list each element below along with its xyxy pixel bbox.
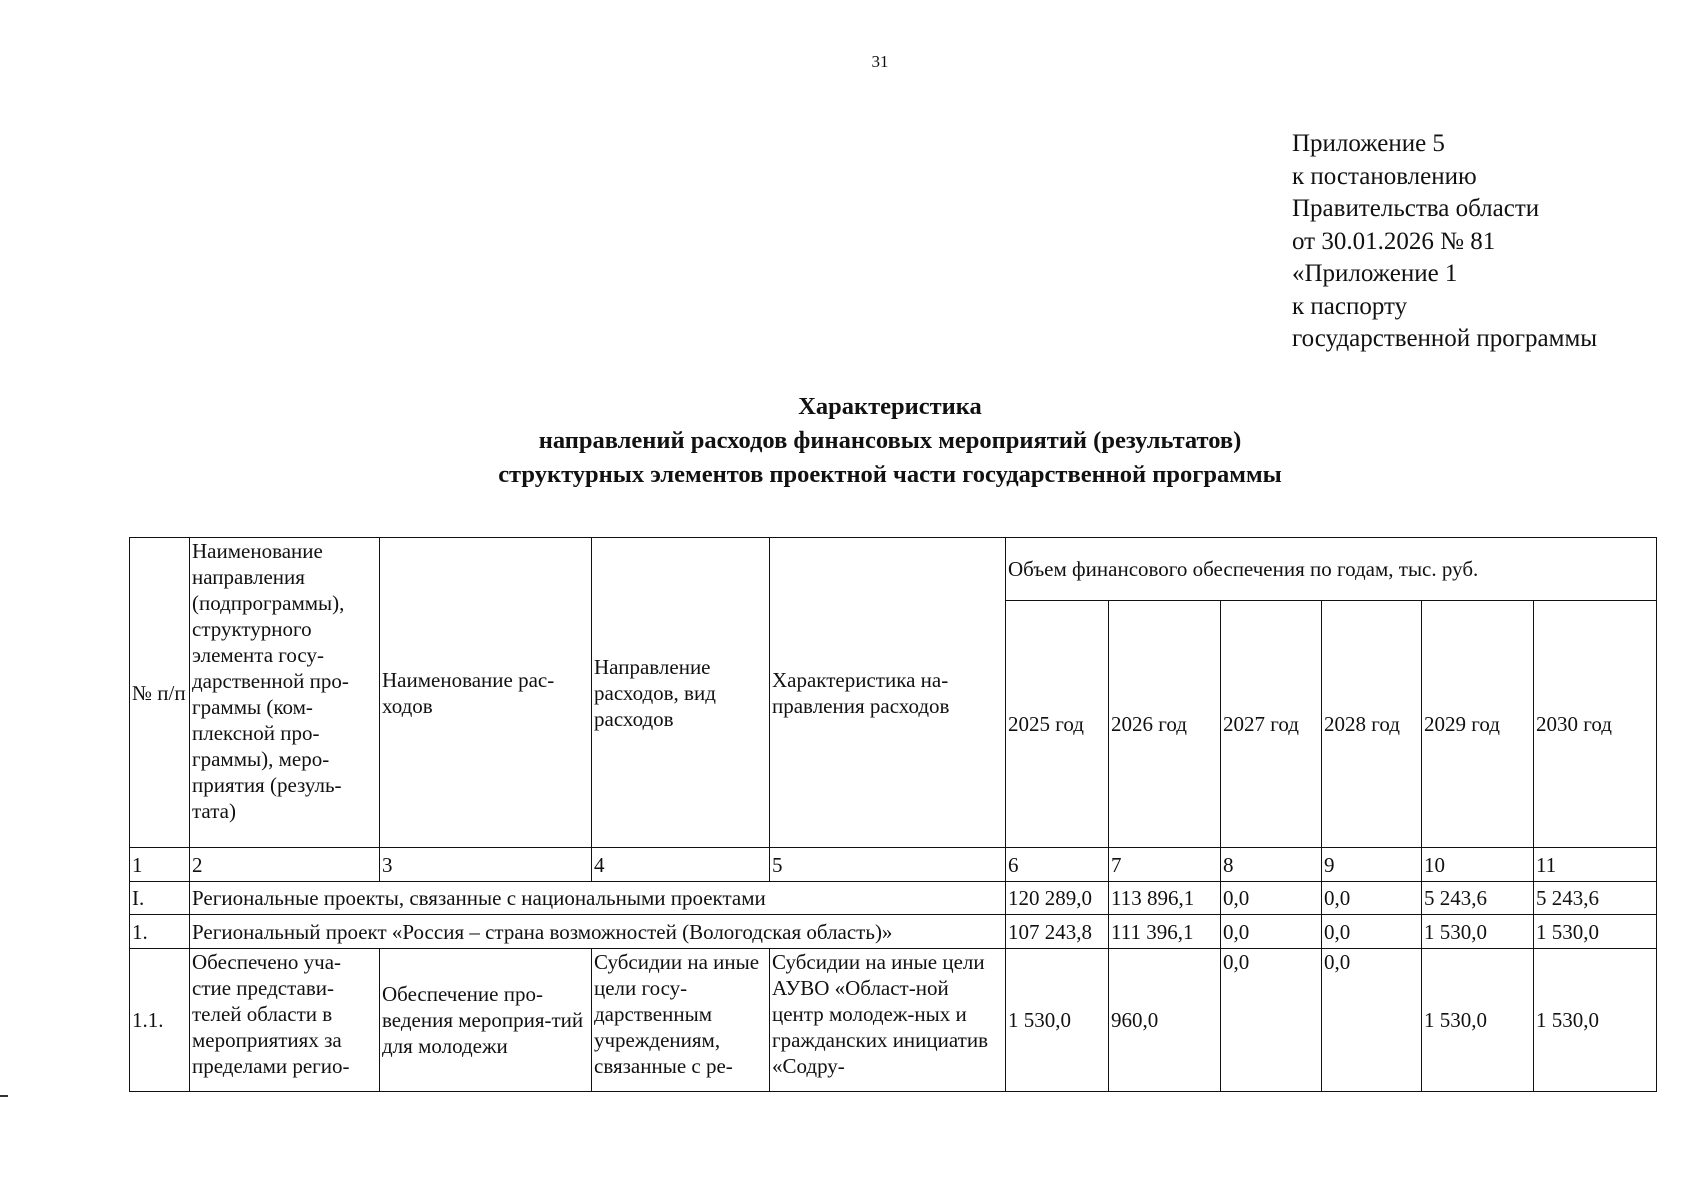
section-value: 0,0 [1322, 915, 1422, 949]
document-title [130, 390, 1650, 492]
section-value: 111 396,1 [1109, 915, 1221, 949]
header-year: 2025 год [1006, 601, 1109, 848]
section-value: 0,0 [1322, 882, 1422, 915]
detail-value: 1 530,0 [1422, 949, 1534, 1092]
detail-value: 1 530,0 [1534, 949, 1657, 1092]
appendix-line: государственной программы [1292, 325, 1598, 352]
detail-value: 960,0 [1109, 949, 1221, 1092]
detail-direction-name: Обеспечено уча-стие представи-телей области в мероприятиях за пределами регио- [190, 949, 380, 1092]
section-row [130, 882, 1657, 915]
header-year: 2028 год [1322, 601, 1422, 848]
title-line: структурных элементов проектной части государственной программы [498, 461, 1282, 488]
margin-mark [0, 1095, 8, 1097]
header-num: № п/п [130, 538, 190, 848]
column-number: 7 [1109, 848, 1221, 882]
header-characteristic: Характеристика на-правления расходов [770, 538, 1006, 848]
header-row [130, 538, 1657, 601]
detail-characteristic: Субсидии на иные цели АУВО «Област-ной центр молодеж-ных и гражданских инициатив «Содру- [770, 949, 1006, 1092]
column-number: 8 [1221, 848, 1322, 882]
section-value: 0,0 [1221, 882, 1322, 915]
section-value: 0,0 [1221, 915, 1322, 949]
section-row [130, 915, 1657, 949]
header-year: 2029 год [1422, 601, 1534, 848]
appendix-line: Правительства области [1292, 195, 1540, 222]
column-number: 4 [592, 848, 770, 882]
page-number: 31 [871, 52, 889, 71]
detail-expense-direction: Субсидии на иные цели госу-дарственным учреждениям, связанные с ре- [592, 949, 770, 1092]
appendix-line: Приложение 5 [1292, 130, 1445, 157]
column-number: 3 [380, 848, 592, 882]
column-number: 1 [130, 848, 190, 882]
section-value: 1 530,0 [1534, 915, 1657, 949]
header-year: 2026 год [1109, 601, 1221, 848]
detail-row [130, 949, 1657, 1092]
column-number: 5 [770, 848, 1006, 882]
header-expense-direction: Направление расходов, вид расходов [592, 538, 770, 848]
section-name: Региональные проекты, связанные с национальными проектами [190, 882, 1006, 915]
section-value: 107 243,8 [1006, 915, 1109, 949]
header-funding-group: Объем финансового обеспечения по годам, тыс. руб. [1006, 538, 1657, 601]
header-direction-name: Наименование направления (подпрограммы), структурного элемента госу-дарственной про-граммы (ком-плексной про-граммы), меро-приятия (резуль-тата) [190, 538, 380, 848]
section-value: 113 896,1 [1109, 882, 1221, 915]
appendix-line: от 30.01.2026 № 81 [1292, 227, 1496, 255]
section-value: 120 289,0 [1006, 882, 1109, 915]
appendix-block [1292, 128, 1597, 356]
column-number: 10 [1422, 848, 1534, 882]
appendix-line: «Приложение 1 [1292, 260, 1458, 287]
header-expense-name: Наименование рас-ходов [380, 538, 592, 848]
title-line: направлений расходов финансовых мероприятий (результатов) [538, 427, 1242, 454]
header-year: 2027 год [1221, 601, 1322, 848]
detail-value: 1 530,0 [1006, 949, 1109, 1092]
column-number: 6 [1006, 848, 1109, 882]
column-number: 2 [190, 848, 380, 882]
section-value: 5 243,6 [1422, 882, 1534, 915]
section-value: 5 243,6 [1534, 882, 1657, 915]
expenses-table [129, 537, 1657, 1092]
appendix-line: к постановлению [1292, 162, 1477, 190]
title-line: Характеристика [798, 393, 982, 420]
detail-expense-name: Обеспечение про-ведения мероприя-тий для молодежи [380, 949, 592, 1092]
section-value: 1 530,0 [1422, 915, 1534, 949]
section-name: Региональный проект «Россия – страна возможностей (Вологодская область)» [190, 915, 1006, 949]
column-number-row [130, 848, 1657, 882]
detail-value: 0,0 [1322, 949, 1422, 1092]
header-year: 2030 год [1534, 601, 1657, 848]
section-num: 1. [130, 915, 190, 949]
section-num: I. [130, 882, 190, 915]
column-number: 11 [1534, 848, 1657, 882]
appendix-line: к паспорту [1292, 292, 1408, 320]
detail-num: 1.1. [130, 949, 190, 1092]
detail-value: 0,0 [1221, 949, 1322, 1092]
column-number: 9 [1322, 848, 1422, 882]
